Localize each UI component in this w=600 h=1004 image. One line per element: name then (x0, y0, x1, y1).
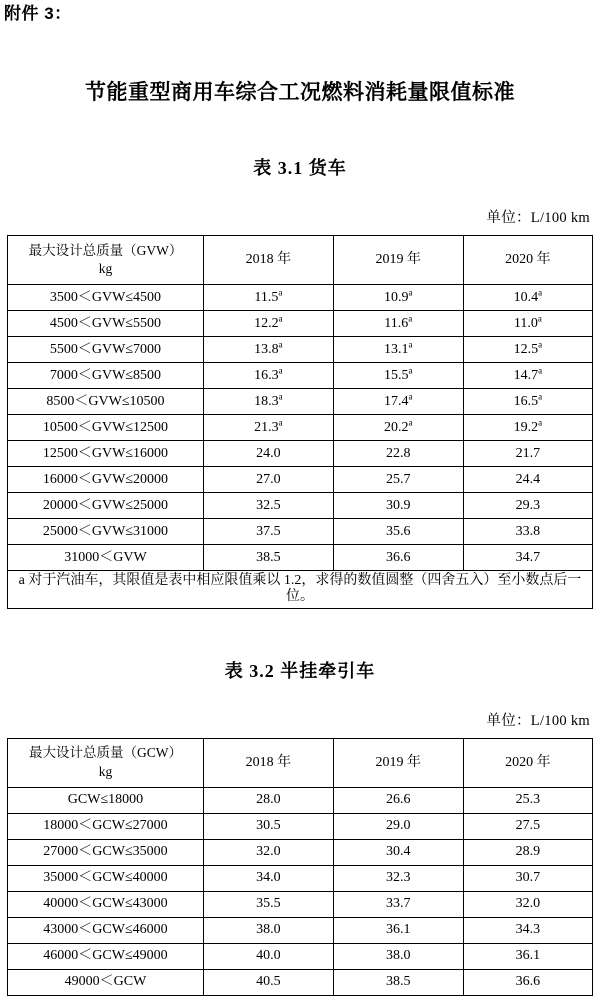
cell-2019: 26.6 (333, 787, 463, 813)
cell-2018: 37.5 (203, 519, 333, 545)
footnote-marker: a (408, 313, 413, 324)
cell-range: 31000＜GVW (8, 545, 204, 571)
cell-range: 20000＜GVW≤25000 (8, 493, 204, 519)
table-row (8, 839, 593, 865)
footnote-marker: a (278, 339, 283, 350)
table-row (8, 943, 593, 969)
header-gvw-line2: kg (98, 261, 113, 277)
cell-range: 25000＜GVW≤31000 (8, 519, 204, 545)
cell-2018: 35.5 (203, 891, 333, 917)
cell-2020: 11.0$^a$ (463, 311, 592, 337)
cell-2020: 29.3 (463, 493, 592, 519)
table-3-1-unit: 单位：L/100 km (486, 210, 590, 227)
cell-2019: 38.5 (333, 969, 463, 995)
cell-2018: 32.5 (203, 493, 333, 519)
cell-2018: 18.3$^a$ (203, 389, 333, 415)
cell-2018: 38.0 (203, 917, 333, 943)
cell-range: 10500＜GVW≤12500 (8, 415, 204, 441)
cell-2019: 10.9$^a$ (333, 285, 463, 311)
table-row (8, 891, 593, 917)
cell-2019: 38.0 (333, 943, 463, 969)
footnote-marker: a (278, 313, 283, 324)
cell-2020: 12.5$^a$ (463, 337, 592, 363)
table-row (8, 787, 593, 813)
header-cell-2018: 2018 年 (203, 236, 333, 285)
cell-2019: 15.5$^a$ (333, 363, 463, 389)
cell-2020: 10.4$^a$ (463, 285, 592, 311)
cell-range: 18000＜GCW≤27000 (8, 813, 204, 839)
cell-2018: 21.3$^a$ (203, 415, 333, 441)
cell-2018: 38.5 (203, 545, 333, 571)
header-cell-2020: 2020 年 (463, 738, 592, 787)
cell-range: 3500＜GVW≤4500 (8, 285, 204, 311)
table-3-2 (7, 738, 593, 996)
cell-2018: 28.0 (203, 787, 333, 813)
footnote-marker: a (278, 287, 283, 298)
table-header-row (8, 738, 593, 787)
cell-range: 40000＜GCW≤43000 (8, 891, 204, 917)
cell-2020: 33.8 (463, 519, 592, 545)
table-3-2-unit: 单位：L/100 km (486, 712, 590, 729)
table-row (8, 285, 593, 311)
footnote-marker: a (538, 339, 543, 350)
cell-2019: 36.1 (333, 917, 463, 943)
cell-2019: 30.9 (333, 493, 463, 519)
table-row (8, 415, 593, 441)
footnote-marker: a (408, 339, 413, 350)
table-row (8, 545, 593, 571)
cell-2020: 34.3 (463, 917, 592, 943)
cell-2019: 13.1$^a$ (333, 337, 463, 363)
cell-2018: 13.8$^a$ (203, 337, 333, 363)
footnote-marker: a (408, 417, 413, 428)
cell-2018: 40.0 (203, 943, 333, 969)
cell-range: 46000＜GCW≤49000 (8, 943, 204, 969)
footnote-marker: a (538, 365, 543, 376)
cell-2019: 35.6 (333, 519, 463, 545)
cell-2020: 21.7 (463, 441, 592, 467)
table-3-2-title: 表 3.2 半挂牵引车 (224, 660, 376, 681)
attachment-label: 附件 3： (4, 4, 72, 23)
table-header-row (8, 236, 593, 285)
footnote-marker: a (408, 391, 413, 402)
cell-range: 43000＜GCW≤46000 (8, 917, 204, 943)
cell-2018: 24.0 (203, 441, 333, 467)
table-row (8, 389, 593, 415)
footnote-marker: a (538, 417, 543, 428)
cell-range: 27000＜GCW≤35000 (8, 839, 204, 865)
header-gvw-line1: 最大设计总质量（GVW） (28, 243, 183, 259)
table-row (8, 519, 593, 545)
cell-range: GCW≤18000 (8, 787, 204, 813)
cell-2018: 30.5 (203, 813, 333, 839)
header-cell-2018: 2018 年 (203, 738, 333, 787)
footnote-marker: a (408, 287, 413, 298)
cell-2018: 11.5$^a$ (203, 285, 333, 311)
table-row (8, 311, 593, 337)
cell-range: 16000＜GVW≤20000 (8, 467, 204, 493)
cell-2020: 24.4 (463, 467, 592, 493)
footnote-marker: a (538, 287, 543, 298)
table-row (8, 467, 593, 493)
header-cell-2019: 2019 年 (333, 236, 463, 285)
cell-2020: 36.6 (463, 969, 592, 995)
cell-2018: 27.0 (203, 467, 333, 493)
cell-2020: 25.3 (463, 787, 592, 813)
footnote-marker: a (278, 417, 283, 428)
cell-range: 35000＜GCW≤40000 (8, 865, 204, 891)
footnote-marker: a (538, 391, 543, 402)
cell-2019: 29.0 (333, 813, 463, 839)
footnote-marker: a (278, 365, 283, 376)
document-page (0, 4, 600, 1004)
footnote-marker: a (537, 313, 542, 324)
table-footnote-row (8, 571, 593, 608)
cell-2018: 16.3$^a$ (203, 363, 333, 389)
cell-2019: 22.8 (333, 441, 463, 467)
cell-2019: 30.4 (333, 839, 463, 865)
table-row (8, 969, 593, 995)
header-gcw-line2: kg (98, 763, 113, 779)
cell-2019: 20.2$^a$ (333, 415, 463, 441)
header-gcw-line1: 最大设计总质量（GCW） (28, 745, 182, 761)
table-3-1 (7, 235, 593, 608)
cell-2019: 36.6 (333, 545, 463, 571)
table-row (8, 337, 593, 363)
cell-2020: 27.5 (463, 813, 592, 839)
cell-2020: 14.7$^a$ (463, 363, 592, 389)
cell-2019: 33.7 (333, 891, 463, 917)
header-cell-2019: 2019 年 (333, 738, 463, 787)
table-row (8, 813, 593, 839)
cell-2020: 28.9 (463, 839, 592, 865)
cell-range: 8500＜GVW≤10500 (8, 389, 204, 415)
cell-2019: 25.7 (333, 467, 463, 493)
footnote-marker: a (278, 391, 283, 402)
cell-range: 12500＜GVW≤16000 (8, 441, 204, 467)
header-cell-gcw (8, 738, 204, 787)
header-cell-gvw (8, 236, 204, 285)
cell-range: 4500＜GVW≤5500 (8, 311, 204, 337)
cell-range: 7000＜GVW≤8500 (8, 363, 204, 389)
table-row (8, 917, 593, 943)
cell-2020: 19.2$^a$ (463, 415, 592, 441)
cell-2020: 32.0 (463, 891, 592, 917)
table-row (8, 493, 593, 519)
cell-range: 49000＜GCW (8, 969, 204, 995)
cell-2019: 32.3 (333, 865, 463, 891)
table-3-1-title: 表 3.1 货车 (253, 158, 347, 179)
table-row (8, 865, 593, 891)
page-title: 节能重型商用车综合工况燃料消耗量限值标准 (85, 80, 515, 105)
cell-2020: 30.7 (463, 865, 592, 891)
table-row (8, 441, 593, 467)
cell-2020: 16.5$^a$ (463, 389, 592, 415)
table-row (8, 363, 593, 389)
cell-2019: 17.4$^a$ (333, 389, 463, 415)
table-3-1-footnote: a 对于汽油车，其限值是表中相应限值乘以 1.2，求得的数值圆整（四舍五入）至小数点后一位。 (8, 571, 593, 608)
cell-2019: 11.6$^a$ (333, 311, 463, 337)
cell-2020: 36.1 (463, 943, 592, 969)
cell-2018: 12.2$^a$ (203, 311, 333, 337)
cell-2018: 34.0 (203, 865, 333, 891)
cell-range: 5500＜GVW≤7000 (8, 337, 204, 363)
cell-2018: 40.5 (203, 969, 333, 995)
cell-2020: 34.7 (463, 545, 592, 571)
cell-2018: 32.0 (203, 839, 333, 865)
header-cell-2020: 2020 年 (463, 236, 592, 285)
footnote-marker: a (408, 365, 413, 376)
